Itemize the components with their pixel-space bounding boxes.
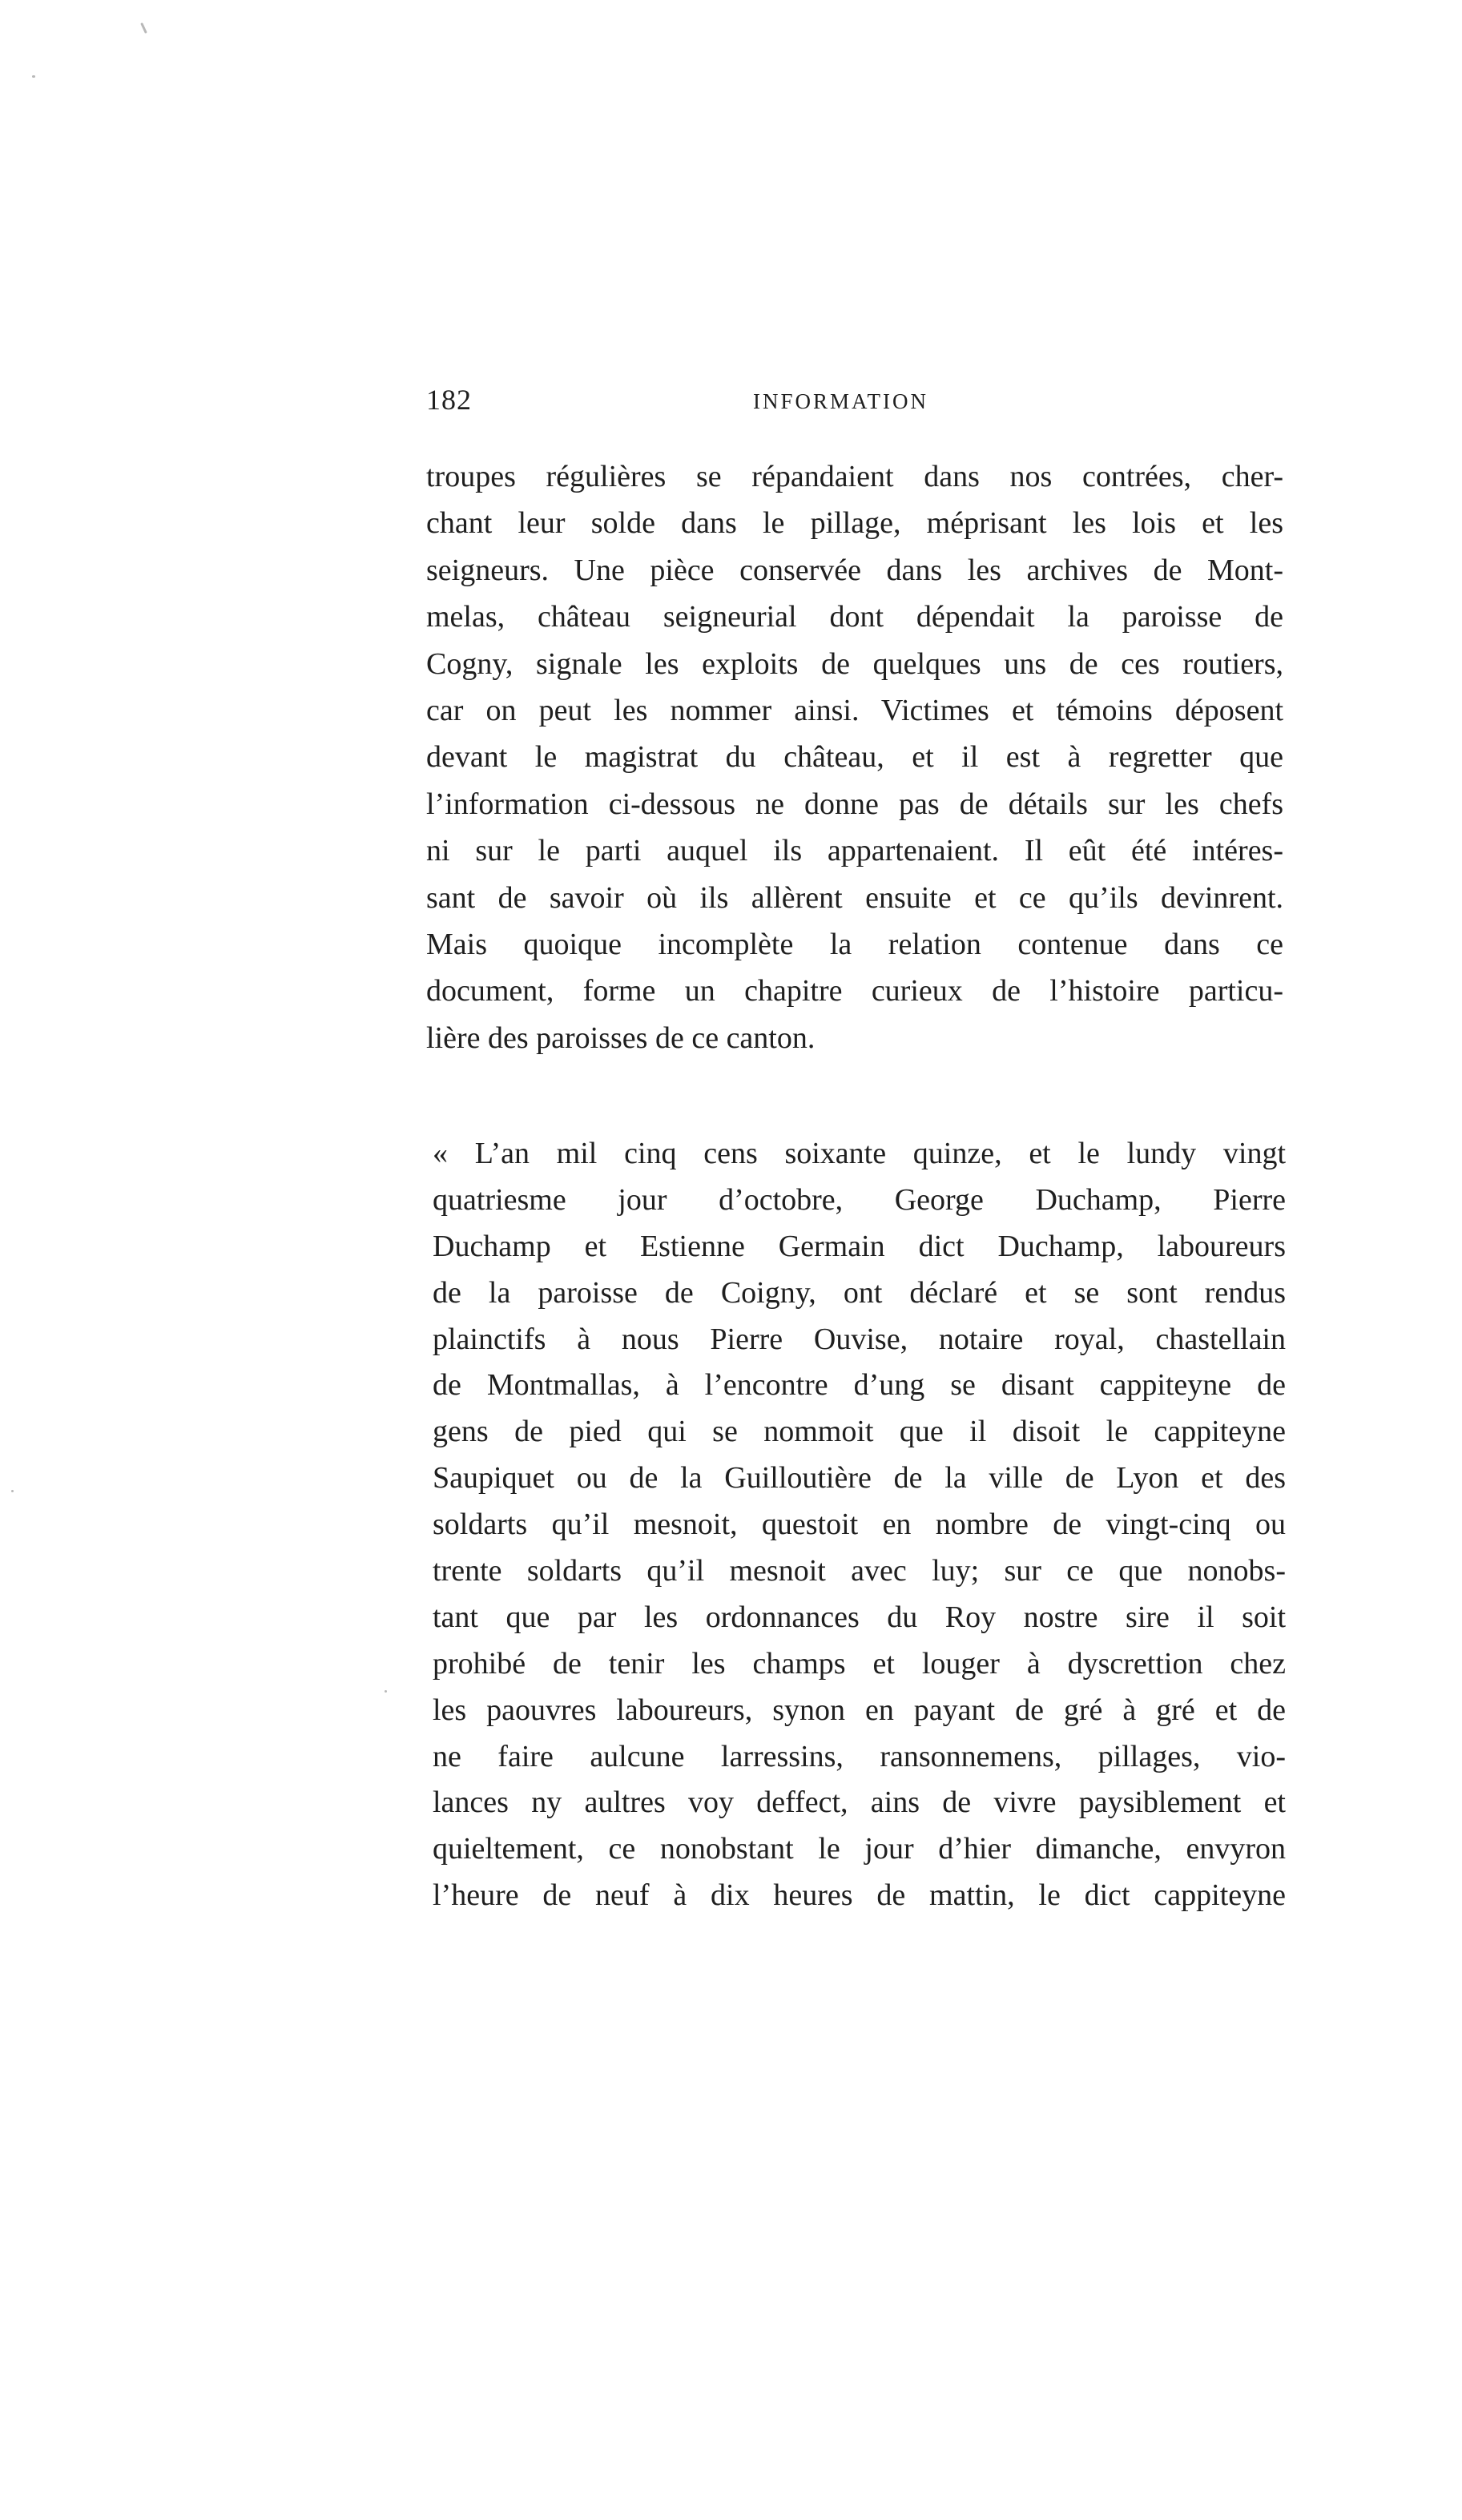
text-line: devant le magistrat du château, et il est à regretter que — [426, 740, 1283, 775]
scan-speck — [385, 1690, 387, 1693]
text-line: Cogny, signale les exploits de quelques uns de ces routiers, — [426, 646, 1283, 681]
text-line: l’information ci-dessous ne donne pas de détails sur les chefs — [426, 787, 1283, 821]
text-line: tant que par les ordonnances du Roy nostre sire il soit — [433, 1600, 1286, 1634]
text-line: les paouvres laboureurs, synon en payant de gré à gré et de — [433, 1693, 1286, 1727]
running-head: INFORMATION — [753, 389, 929, 413]
text-line: document, forme un chapitre curieux de l’histoire particu- — [426, 974, 1283, 1008]
intro-paragraph — [426, 453, 1283, 1061]
text-line: Mais quoique incomplète la relation contenue dans ce — [426, 927, 1283, 961]
text-line: prohibé de tenir les champs et louger à dyscrettion chez — [433, 1646, 1286, 1681]
text-line: trente soldarts qu’il mesnoit avec luy; sur ce que nonobs- — [433, 1554, 1286, 1588]
text-line: quatriesme jour d’octobre, George Duchamp, Pierre — [433, 1182, 1286, 1217]
scan-speck — [140, 22, 147, 34]
scan-speck — [11, 1490, 14, 1492]
text-line: « L’an mil cinq cens soixante quinze, et le lundy vingt — [433, 1137, 1286, 1170]
text-line: seigneurs. Une pièce conservée dans les archives de Mont- — [426, 553, 1283, 587]
text-line: de Montmallas, à l’encontre d’ung se disant cappiteyne de — [433, 1368, 1286, 1403]
text-line: chant leur solde dans le pillage, méprisant les lois et les — [426, 506, 1283, 541]
text-line: quieltement, ce nonobstant le jour d’hier dimanche, envyron — [433, 1832, 1286, 1866]
text-line: Saupiquet ou de la Guilloutière de la ville de Lyon et des — [433, 1461, 1286, 1495]
text-line: lances ny aultres voy deffect, ains de vivre paysiblement et — [433, 1785, 1286, 1820]
text-line: melas, château seigneurial dont dépendait la paroisse de — [426, 600, 1283, 634]
text-line: l’heure de neuf à dix heures de mattin, le dict cappiteyne — [433, 1878, 1286, 1913]
text-line: troupes régulières se répandaient dans nos contrées, cher- — [426, 460, 1283, 493]
text-line: soldarts qu’il mesnoit, questoit en nombre de vingt-cinq ou — [433, 1508, 1286, 1542]
page-number: 182 — [426, 384, 472, 416]
quoted-document — [433, 1131, 1286, 1919]
page-header — [426, 383, 1283, 431]
text-line: gens de pied qui se nommoit que il disoit le cappiteyne — [433, 1415, 1286, 1449]
text-line: ne faire aulcune larressins, ransonnemens, pillages, vio- — [433, 1739, 1286, 1773]
text-line: lière des paroisses de ce canton. — [426, 1020, 816, 1055]
text-line: ni sur le parti auquel ils appartenaient. Il eût été intéres- — [426, 834, 1283, 868]
text-line: de la paroisse de Coigny, ont déclaré et se sont rendus — [433, 1275, 1286, 1310]
text-line: car on peut les nommer ainsi. Victimes et témoins déposent — [426, 693, 1283, 727]
text-line: Duchamp et Estienne Germain dict Duchamp, laboureurs — [433, 1229, 1286, 1263]
text-line: plainctifs à nous Pierre Ouvise, notaire royal, chastellain — [433, 1322, 1286, 1356]
text-line: sant de savoir où ils allèrent ensuite et ce qu’ils devinrent. — [426, 880, 1283, 915]
scan-speck — [32, 75, 35, 78]
